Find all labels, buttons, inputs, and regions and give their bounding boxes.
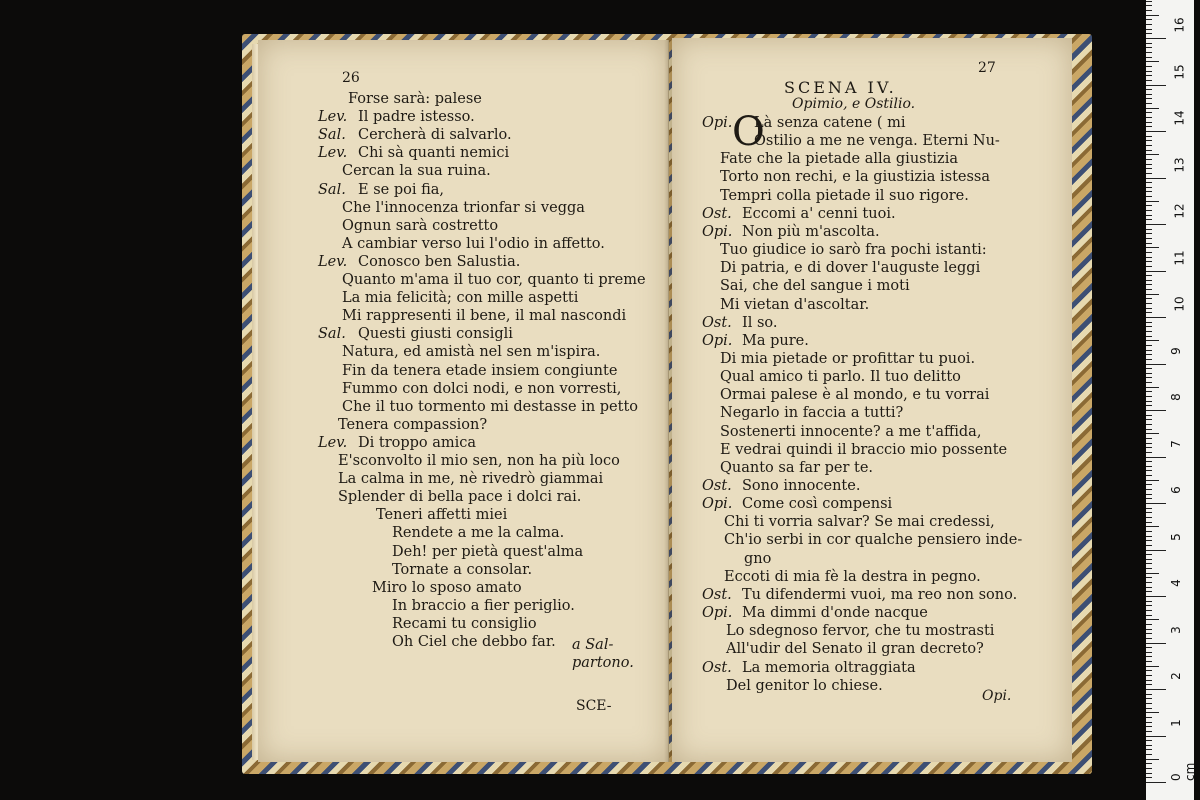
ruler-label: 0 cm bbox=[1169, 762, 1197, 781]
verse-line: Cercan la sua ruina. bbox=[342, 163, 491, 180]
ruler-tick bbox=[1146, 782, 1166, 783]
ruler-tick bbox=[1146, 340, 1159, 341]
verse-line: Ognun sarà costretto bbox=[342, 217, 499, 234]
ruler-tick bbox=[1146, 415, 1152, 416]
verse-line: Fummo con dolci nodi, e non vorresti, bbox=[342, 380, 622, 397]
verse-line: Quanto sa far per te. bbox=[720, 459, 874, 476]
ruler-tick bbox=[1146, 457, 1166, 458]
ruler-tick bbox=[1146, 382, 1152, 383]
ruler-tick bbox=[1146, 629, 1152, 630]
ruler-tick bbox=[1146, 257, 1152, 258]
ruler-tick bbox=[1146, 126, 1152, 127]
ruler-tick bbox=[1146, 638, 1152, 639]
ruler-label: 1 bbox=[1168, 718, 1183, 727]
ruler-tick bbox=[1146, 619, 1159, 620]
verse-line: Tornate a consolar. bbox=[392, 561, 533, 578]
verse-line: Teneri affetti miei bbox=[376, 507, 508, 524]
ruler-tick bbox=[1146, 271, 1166, 272]
ruler-tick bbox=[1146, 596, 1166, 597]
right-page bbox=[672, 38, 1072, 762]
verse-line: Chi sà quanti nemici bbox=[358, 145, 510, 162]
ruler-tick bbox=[1146, 754, 1152, 755]
verse-line: Non più m'ascolta. bbox=[742, 223, 880, 240]
ruler-tick bbox=[1146, 773, 1152, 774]
verse-line: Ostilio a me ne venga. Eterni Nu- bbox=[754, 133, 1000, 150]
speaker-label: Opi. bbox=[702, 115, 733, 131]
verse-line: Quanto m'ama il tuo cor, quanto ti preme bbox=[342, 272, 646, 288]
verse-line: A cambiar verso lui l'odio in affetto. bbox=[342, 235, 605, 252]
ruler-tick bbox=[1146, 191, 1152, 192]
ruler-tick bbox=[1146, 661, 1152, 662]
verse-line: Tenera compassion? bbox=[338, 416, 488, 433]
speaker-label: Lev. bbox=[318, 109, 348, 126]
ruler-tick bbox=[1146, 238, 1152, 239]
ruler-tick bbox=[1146, 670, 1152, 671]
verse-line: Sostenerti innocente? a me t'affida, bbox=[720, 423, 982, 440]
verse-line: Ch'io serbi in cor qualche pensiero inde- bbox=[724, 532, 1023, 549]
speaker-label: Opi. bbox=[702, 223, 733, 240]
ruler-tick bbox=[1146, 536, 1152, 537]
verse-line: Che il tuo tormento mi destasse in petto bbox=[342, 398, 639, 415]
ruler-tick bbox=[1146, 559, 1152, 560]
ruler-tick bbox=[1146, 563, 1152, 564]
speaker-label: Ost. bbox=[702, 586, 732, 603]
ruler-label: 6 bbox=[1168, 486, 1183, 494]
ruler-tick bbox=[1146, 512, 1152, 513]
verse-line: Tempri colla pietade il suo rigore. bbox=[720, 187, 969, 204]
verse-line: Fin da tenera etade insiem congiunte bbox=[342, 362, 618, 379]
ruler-tick bbox=[1146, 178, 1166, 179]
ruler-tick bbox=[1146, 19, 1152, 20]
ruler-label: 2 bbox=[1168, 672, 1183, 680]
verse-line: Deh! per pietà quest'alma bbox=[392, 543, 584, 560]
left-page bbox=[258, 40, 669, 762]
verse-line: Rendete a me la calma. bbox=[392, 525, 565, 542]
ruler-tick bbox=[1146, 703, 1152, 704]
ruler-tick bbox=[1146, 289, 1152, 290]
ruler-tick bbox=[1146, 452, 1152, 453]
ruler-tick bbox=[1146, 675, 1152, 676]
verse-line: E'sconvolto il mio sen, non ha più loco bbox=[338, 453, 620, 469]
speaker-label: Lev. bbox=[318, 145, 348, 162]
ruler-tick bbox=[1146, 405, 1152, 406]
ruler-tick bbox=[1146, 71, 1152, 72]
ruler-tick bbox=[1146, 568, 1152, 569]
ruler-tick bbox=[1146, 689, 1166, 690]
verse-line: Il so. bbox=[742, 314, 778, 331]
ruler-tick bbox=[1146, 322, 1152, 323]
ruler-tick bbox=[1146, 731, 1152, 732]
ruler-tick bbox=[1146, 168, 1152, 169]
ruler-tick bbox=[1146, 210, 1152, 211]
ruler-tick bbox=[1146, 247, 1159, 248]
verse-line: Là senza catene ( mi bbox=[754, 115, 906, 131]
ruler-tick bbox=[1146, 708, 1152, 709]
ruler-tick bbox=[1146, 587, 1152, 588]
ruler-tick bbox=[1146, 768, 1152, 769]
ruler-tick bbox=[1146, 494, 1152, 495]
verse-line: Come così compensi bbox=[742, 496, 893, 513]
ruler-tick bbox=[1146, 777, 1152, 778]
verse-line: In braccio a fier periglio. bbox=[392, 597, 575, 614]
ruler-tick bbox=[1146, 694, 1152, 695]
verse-line: Eccomi a' cenni tuoi. bbox=[742, 205, 896, 222]
ruler-tick bbox=[1146, 633, 1152, 634]
ruler-label: 11 bbox=[1172, 249, 1187, 266]
ruler-tick bbox=[1146, 443, 1152, 444]
verse-line: Negarlo in faccia a tutti? bbox=[720, 405, 904, 422]
verse-line: La memoria oltraggiata bbox=[742, 659, 916, 676]
ruler-tick bbox=[1146, 33, 1152, 34]
ruler-tick bbox=[1146, 29, 1152, 30]
stage-direction: a Sal- bbox=[572, 637, 614, 653]
ruler-tick bbox=[1146, 391, 1152, 392]
verse-line: Miro lo sposo amato bbox=[372, 579, 522, 596]
ruler-tick bbox=[1146, 722, 1152, 723]
ruler-tick bbox=[1146, 736, 1166, 737]
ruler-tick bbox=[1146, 284, 1152, 285]
verse-line: Sono innocente. bbox=[742, 478, 861, 494]
ruler-tick bbox=[1146, 66, 1152, 67]
page-number-left: 26 bbox=[342, 70, 360, 86]
ruler-tick bbox=[1146, 243, 1152, 244]
verse-line: Ma dimmi d'onde nacque bbox=[742, 605, 928, 622]
verse-line: Mi vietan d'ascoltar. bbox=[720, 296, 870, 313]
ruler-tick bbox=[1146, 489, 1152, 490]
verse-line: Questi giusti consigli bbox=[358, 326, 513, 343]
ruler-tick bbox=[1146, 545, 1152, 546]
ruler-label: 7 bbox=[1168, 439, 1183, 448]
speaker-label: Sal. bbox=[318, 181, 346, 198]
ruler-tick bbox=[1146, 354, 1152, 355]
ruler-tick bbox=[1146, 419, 1152, 420]
measuring-ruler bbox=[1146, 0, 1197, 800]
ruler-tick bbox=[1146, 38, 1166, 39]
ruler-tick bbox=[1146, 224, 1166, 225]
speaker-label: Sal. bbox=[318, 127, 346, 144]
verse-line: Torto non rechi, e la giustizia istessa bbox=[720, 169, 991, 186]
ruler-tick bbox=[1146, 219, 1152, 220]
verse-line: Di mia pietade or profittar tu puoi. bbox=[720, 350, 976, 367]
ruler-tick bbox=[1146, 154, 1159, 155]
ruler-tick bbox=[1146, 275, 1152, 276]
ruler-label: 8 bbox=[1168, 393, 1183, 401]
ruler-tick bbox=[1146, 615, 1152, 616]
ruler-tick bbox=[1146, 140, 1152, 141]
verse-line: Mi rappresenti il bene, il mal nascondi bbox=[342, 308, 627, 325]
ruler-tick bbox=[1146, 312, 1152, 313]
ruler-label: 16 bbox=[1172, 17, 1187, 33]
drop-cap: O bbox=[732, 109, 765, 155]
ruler-tick bbox=[1146, 759, 1159, 760]
verse-line: Sai, che del sangue i moti bbox=[720, 278, 910, 295]
ruler-tick bbox=[1146, 577, 1152, 578]
verse-line: Che l'innocenza trionfar si vegga bbox=[342, 199, 585, 216]
ruler-tick bbox=[1146, 712, 1159, 713]
ruler-tick bbox=[1146, 508, 1152, 509]
ruler-tick bbox=[1146, 652, 1152, 653]
verse-line: La mia felicità; con mille aspetti bbox=[342, 290, 579, 307]
ruler-tick bbox=[1146, 396, 1152, 397]
speaker-label: Sal. bbox=[318, 326, 346, 343]
verse-line: Cercherà di salvarlo. bbox=[358, 127, 512, 144]
ruler-tick bbox=[1146, 233, 1152, 234]
ruler-tick bbox=[1146, 763, 1152, 764]
ruler-tick bbox=[1146, 410, 1166, 411]
speaker-label: Opi. bbox=[702, 332, 733, 349]
verse-line: Tuo giudice io sarò fra pochi istanti: bbox=[720, 242, 987, 259]
ruler-tick bbox=[1146, 503, 1166, 504]
ruler-tick bbox=[1146, 317, 1166, 318]
ruler-tick bbox=[1146, 266, 1152, 267]
ruler-tick bbox=[1146, 424, 1152, 425]
ruler-tick bbox=[1146, 10, 1152, 11]
ruler-label: 3 bbox=[1168, 625, 1183, 634]
ruler-label: 5 bbox=[1168, 532, 1183, 541]
ruler-tick bbox=[1146, 740, 1152, 741]
ruler-tick bbox=[1146, 591, 1152, 592]
ruler-tick bbox=[1146, 122, 1152, 123]
ruler-tick bbox=[1146, 150, 1152, 151]
ruler-tick bbox=[1146, 550, 1166, 551]
ruler-tick bbox=[1146, 517, 1152, 518]
ruler-tick bbox=[1146, 364, 1166, 365]
ruler-label: 15 bbox=[1172, 63, 1187, 80]
ruler-tick bbox=[1146, 159, 1152, 160]
catchword-left: SCE- bbox=[576, 698, 612, 714]
ruler-tick bbox=[1146, 745, 1152, 746]
ruler-tick bbox=[1146, 480, 1159, 481]
verse-line: Qual amico ti parlo. Il tuo delitto bbox=[720, 369, 961, 386]
verse-line: Chi ti vorria salvar? Se mai credessi, bbox=[724, 514, 995, 531]
ruler-tick bbox=[1146, 624, 1152, 625]
ruler-tick bbox=[1146, 117, 1152, 118]
ruler-tick bbox=[1146, 136, 1152, 137]
verse-line: gno bbox=[744, 550, 772, 567]
ruler-label: 12 bbox=[1172, 203, 1187, 219]
ruler-tick bbox=[1146, 201, 1159, 202]
ruler-tick bbox=[1146, 484, 1152, 485]
verse-line: Conosco ben Salustia. bbox=[358, 253, 521, 270]
ruler-tick bbox=[1146, 57, 1152, 58]
ruler-tick bbox=[1146, 294, 1159, 295]
speaker-label: Ost. bbox=[702, 659, 732, 676]
ruler-tick bbox=[1146, 359, 1152, 360]
ruler-tick bbox=[1146, 475, 1152, 476]
ruler-tick bbox=[1146, 726, 1152, 727]
ruler-tick bbox=[1146, 94, 1152, 95]
scene-characters: Opimio, e Ostilio. bbox=[792, 96, 916, 112]
ruler-tick bbox=[1146, 680, 1152, 681]
ruler-tick bbox=[1146, 252, 1152, 253]
ruler-tick bbox=[1146, 429, 1152, 430]
ruler-tick bbox=[1146, 89, 1152, 90]
ruler-tick bbox=[1146, 308, 1152, 309]
speaker-label: Opi. bbox=[702, 496, 733, 513]
verse-line: Di troppo amica bbox=[358, 434, 477, 451]
catchword-right: Opi. bbox=[982, 688, 1012, 704]
verse-line: E se poi fia, bbox=[358, 181, 445, 198]
ruler-tick bbox=[1146, 215, 1152, 216]
ruler-tick bbox=[1146, 1, 1152, 2]
ruler-label: 13 bbox=[1172, 156, 1187, 173]
ruler-tick bbox=[1146, 531, 1152, 532]
verse-line: Del genitor lo chiese. bbox=[726, 677, 883, 694]
ruler-tick bbox=[1146, 80, 1152, 81]
ruler-tick bbox=[1146, 601, 1152, 602]
ruler-tick bbox=[1146, 47, 1152, 48]
verse-line: Oh Ciel che debbo far. bbox=[392, 634, 556, 650]
verse-line: Di patria, e di dover l'auguste leggi bbox=[720, 260, 981, 277]
ruler-tick bbox=[1146, 187, 1152, 188]
ruler-tick bbox=[1146, 554, 1152, 555]
ruler-tick bbox=[1146, 447, 1152, 448]
verse-line: All'udir del Senato il gran decreto? bbox=[726, 641, 984, 658]
ruler-label: 10 bbox=[1172, 296, 1187, 312]
ruler-tick bbox=[1146, 61, 1159, 62]
verse-line: Splender di bella pace i dolci rai. bbox=[338, 489, 582, 506]
verse-line: Ma pure. bbox=[742, 332, 809, 349]
ruler-tick bbox=[1146, 103, 1152, 104]
ruler-tick bbox=[1146, 749, 1152, 750]
ruler-tick bbox=[1146, 466, 1152, 467]
ruler-tick bbox=[1146, 24, 1152, 25]
ruler-tick bbox=[1146, 52, 1152, 53]
ruler-tick bbox=[1146, 526, 1159, 527]
ruler-tick bbox=[1146, 498, 1152, 499]
ruler-tick bbox=[1146, 522, 1152, 523]
verse-line: Natura, ed amistà nel sen m'ispira. bbox=[342, 344, 601, 361]
speaker-label: Lev. bbox=[318, 434, 348, 451]
ruler-tick bbox=[1146, 605, 1152, 606]
ruler-tick bbox=[1146, 98, 1152, 99]
ruler-tick bbox=[1146, 656, 1152, 657]
ruler-tick bbox=[1146, 401, 1152, 402]
scene-title: SCENA IV. bbox=[784, 78, 897, 97]
stage-direction: partono. bbox=[572, 655, 634, 671]
ruler-tick bbox=[1146, 350, 1152, 351]
verse-line: Ormai palese è al mondo, e tu vorrai bbox=[720, 387, 990, 404]
ruler-tick bbox=[1146, 43, 1152, 44]
ruler-tick bbox=[1146, 387, 1159, 388]
ruler-tick bbox=[1146, 85, 1166, 86]
page-number-right: 27 bbox=[978, 60, 996, 76]
verse-line: Recami tu consiglio bbox=[392, 615, 537, 632]
verse-line: Lo sdegnoso fervor, che tu mostrasti bbox=[726, 623, 995, 640]
ruler-tick bbox=[1146, 345, 1152, 346]
ruler-tick bbox=[1146, 666, 1159, 667]
ruler-tick bbox=[1146, 108, 1159, 109]
ruler-tick bbox=[1146, 196, 1152, 197]
ruler-tick bbox=[1146, 647, 1152, 648]
ruler-tick bbox=[1146, 643, 1166, 644]
ruler-tick bbox=[1146, 205, 1152, 206]
speaker-label: Lev. bbox=[318, 253, 348, 270]
ruler-label: 4 bbox=[1168, 579, 1183, 587]
ruler-tick bbox=[1146, 717, 1152, 718]
speaker-label: Ost. bbox=[702, 314, 732, 331]
ruler-tick bbox=[1146, 331, 1152, 332]
ruler-tick bbox=[1146, 164, 1152, 165]
ruler-tick bbox=[1146, 573, 1159, 574]
ruler-tick bbox=[1146, 280, 1152, 281]
ruler-tick bbox=[1146, 112, 1152, 113]
ruler-tick bbox=[1146, 15, 1159, 16]
ruler-tick bbox=[1146, 684, 1152, 685]
ruler-tick bbox=[1146, 373, 1152, 374]
verse-line: Il padre istesso. bbox=[358, 109, 475, 126]
ruler-tick bbox=[1146, 303, 1152, 304]
verse-line: Tu difendermi vuoi, ma reo non sono. bbox=[742, 586, 1018, 603]
verse-line: Forse sarà: palese bbox=[348, 91, 482, 107]
ruler-tick bbox=[1146, 470, 1152, 471]
ruler-tick bbox=[1146, 610, 1152, 611]
ruler-tick bbox=[1146, 540, 1152, 541]
verse-line: Fate che la pietade alla giustizia bbox=[720, 151, 958, 168]
verse-line: E vedrai quindi il braccio mio possente bbox=[720, 441, 1008, 458]
ruler-tick bbox=[1146, 368, 1152, 369]
speaker-label: Ost. bbox=[702, 478, 732, 494]
ruler-tick bbox=[1146, 229, 1152, 230]
ruler-tick bbox=[1146, 336, 1152, 337]
ruler-tick bbox=[1146, 182, 1152, 183]
ruler-tick bbox=[1146, 131, 1166, 132]
ruler-tick bbox=[1146, 582, 1152, 583]
verse-line: La calma in me, nè rivedrò giammai bbox=[338, 471, 604, 488]
ruler-tick bbox=[1146, 433, 1159, 434]
ruler-tick bbox=[1146, 377, 1152, 378]
ruler-tick bbox=[1146, 326, 1152, 327]
ruler-tick bbox=[1146, 173, 1152, 174]
ruler-tick bbox=[1146, 75, 1152, 76]
ruler-tick bbox=[1146, 461, 1152, 462]
ruler-tick bbox=[1146, 145, 1152, 146]
speaker-label: Opi. bbox=[702, 605, 733, 622]
verse-line: Eccoti di mia fè la destra in pegno. bbox=[724, 568, 981, 585]
ruler-label: 9 bbox=[1168, 346, 1183, 355]
ruler-tick bbox=[1146, 438, 1152, 439]
ruler-tick bbox=[1146, 698, 1152, 699]
ruler-tick bbox=[1146, 261, 1152, 262]
speaker-label: Ost. bbox=[702, 205, 732, 222]
ruler-label: 14 bbox=[1172, 110, 1187, 126]
ruler-tick bbox=[1146, 5, 1152, 6]
ruler-tick bbox=[1146, 298, 1152, 299]
